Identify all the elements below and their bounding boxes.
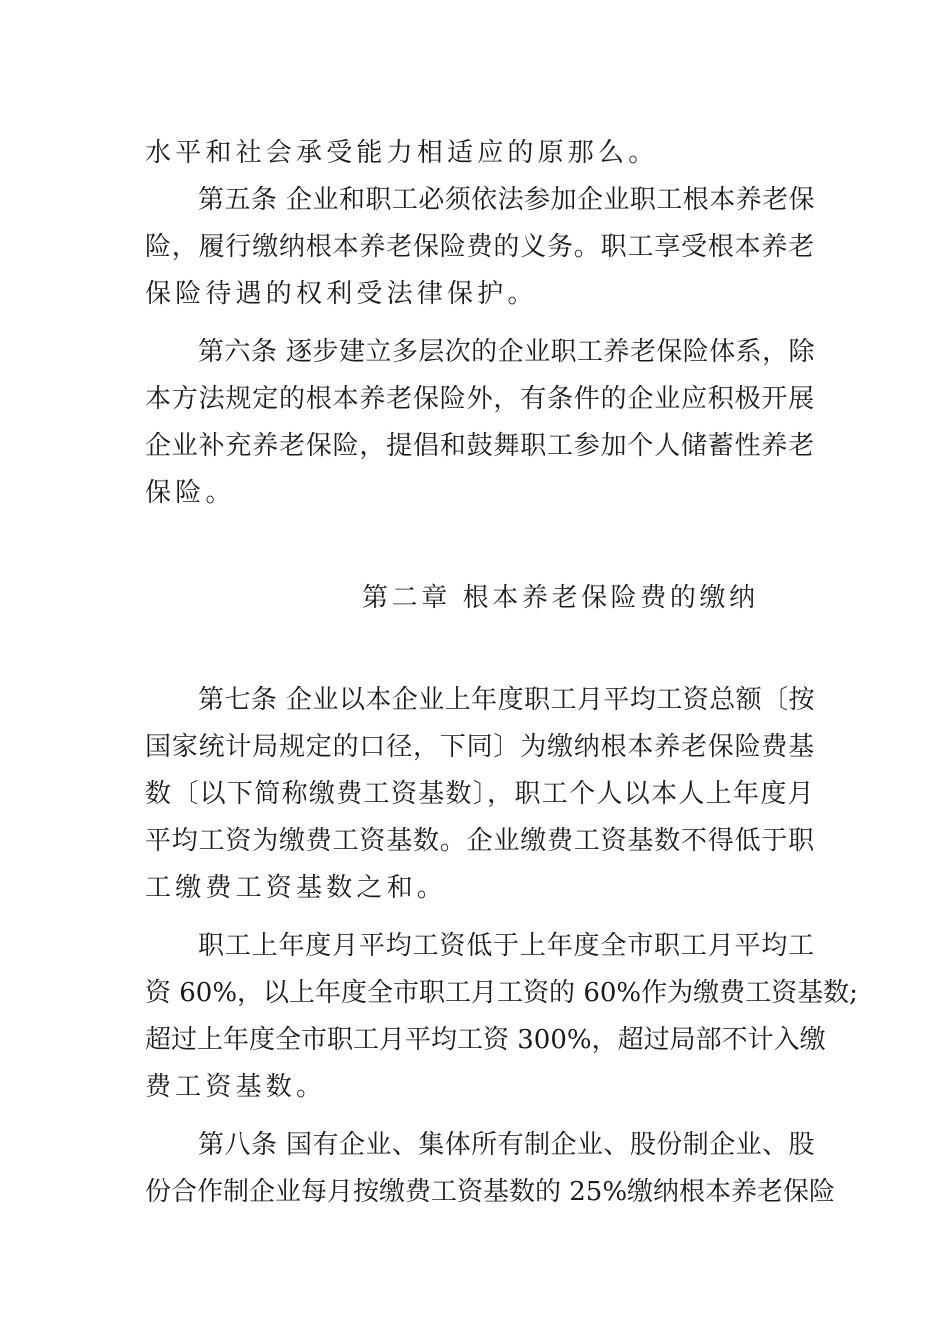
article-7-para-2-line: 超过上年度全市职工月平均工资 300%，超过局部不计入缴: [145, 1025, 826, 1055]
article-7-para-2-line: 费工资基数。: [145, 1072, 327, 1102]
article-7-para-2-line: 职工上年度月平均工资低于上年度全市职工月平均工: [198, 931, 815, 961]
article-7-para-2-line: 资 60%，以上年度全市职工月工资的 60%作为缴费工资基数;: [145, 978, 858, 1008]
paragraph-line: 水平和社会承受能力相适应的原那么。: [145, 138, 659, 168]
article-6-line: 企业补充养老保险，提倡和鼓舞职工参加个人储蓄性养老: [145, 431, 815, 461]
article-5-line: 险，履行缴纳根本养老保险费的义务。职工享受根本养老: [145, 232, 815, 262]
article-6-line: 保险。: [145, 478, 236, 508]
article-7-line: 平均工资为缴费工资基数。企业缴费工资基数不得低于职: [145, 826, 815, 856]
article-7-line: 工缴费工资基数之和。: [145, 873, 448, 903]
article-8-line: 第八条 国有企业、集体所有制企业、股份制企业、股: [198, 1130, 815, 1160]
article-7-line: 数〔以下简称缴费工资基数〕，职工个人以本人上年度月: [145, 779, 815, 809]
article-6-line: 本方法规定的根本养老保险外，有条件的企业应积极开展: [145, 384, 815, 414]
article-8-line: 份合作制企业每月按缴费工资基数的 25%缴纳根本养老保险: [145, 1177, 836, 1207]
article-5-line: 第五条 企业和职工必须依法参加企业职工根本养老保: [198, 185, 815, 215]
chapter-heading: 第二章 根本养老保险费的缴纳: [362, 583, 759, 613]
article-7-line: 第七条 企业以本企业上年度职工月平均工资总额〔按: [198, 685, 815, 715]
article-7-line: 国家统计局规定的口径，下同〕为缴纳根本养老保险费基: [145, 732, 815, 762]
article-5-line: 保险待遇的权利受法律保护。: [145, 279, 538, 309]
article-6-line: 第六条 逐步建立多层次的企业职工养老保险体系，除: [198, 337, 815, 367]
